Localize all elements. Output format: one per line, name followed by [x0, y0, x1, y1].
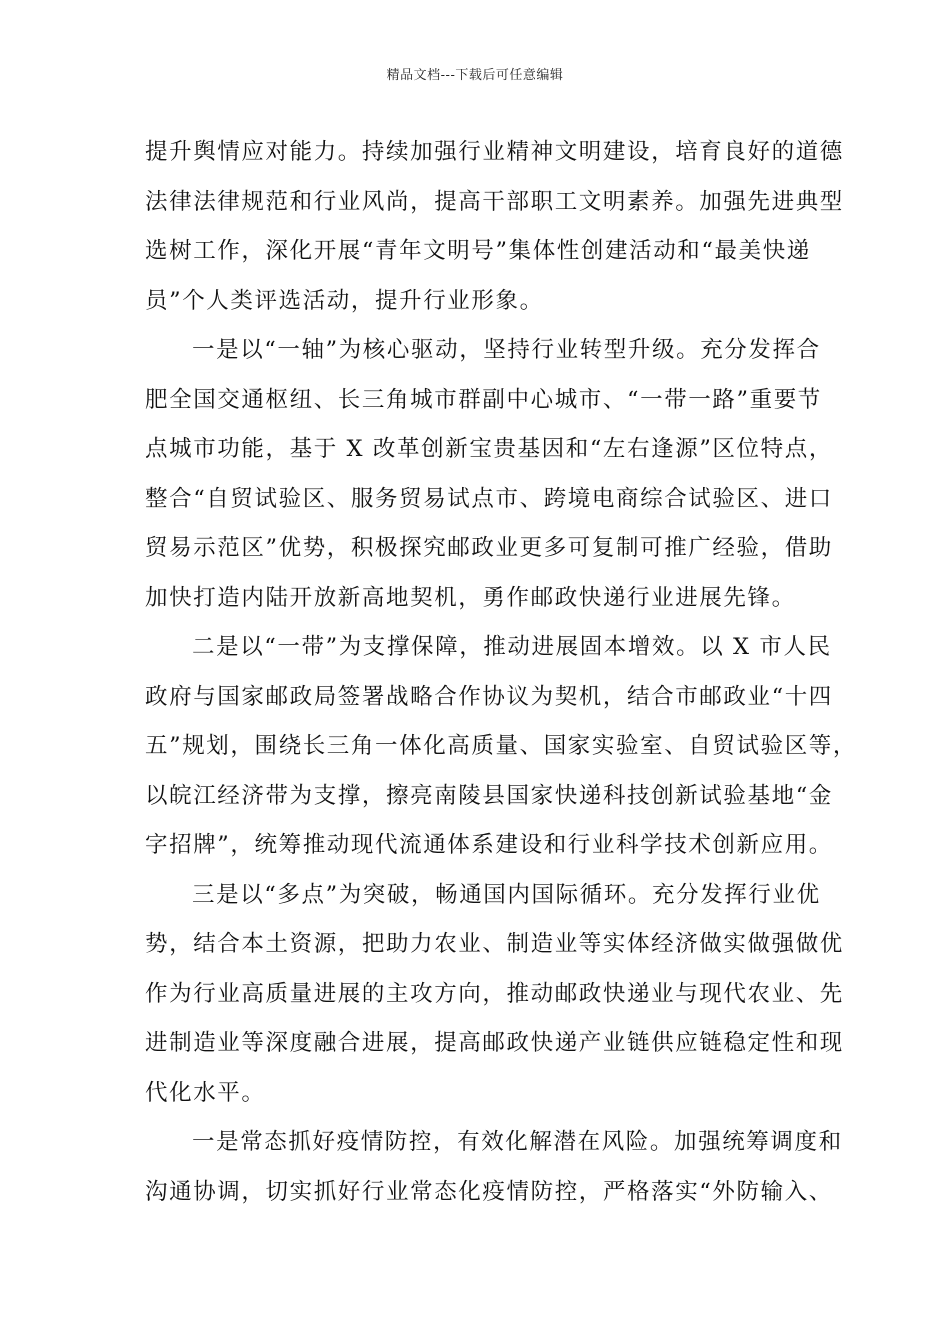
text-line: 二是以“一带”为支撑保障，推动进展固本增效。以 X 市人民: [192, 634, 832, 660]
text-line: 员”个人类评选活动，提升行业形象。: [145, 287, 544, 314]
text-line: 以皖江经济带为支撑，擦亮南陵县国家快递科技创新试验基地“金: [145, 782, 833, 809]
text-line: 整合“自贸试验区、服务贸易试点市、跨境电商综合试验区、进口: [145, 485, 833, 512]
text-line: 政府与国家邮政局签署战略合作协议为契机，结合市邮政业“十四: [145, 683, 833, 710]
text-line: 肥全国交通枢纽、长三角城市群副中心城市、“一带一路”重要节: [145, 386, 822, 413]
text-line: 提升舆情应对能力。持续加强行业精神文明建设，培育良好的道德: [145, 139, 844, 165]
text-line: 点城市功能，基于 X 改革创新宝贵基因和“左右逢源”区位特点，: [145, 436, 833, 462]
text-line: 作为行业高质量进展的主攻方向，推动邮政快递业与现代农业、先: [145, 980, 844, 1007]
text-line: 五”规划，围绕长三角一体化高质量、国家实验室、自贸试验区等，: [145, 733, 858, 759]
text-line: 加快打造内陆开放新高地契机，勇作邮政快递行业进展先锋。: [145, 584, 796, 611]
text-line: 沟通协调，切实抓好行业常态化疫情防控，严格落实“外防输入、: [145, 1178, 833, 1205]
text-line: 贸易示范区”优势，积极探究邮政业更多可复制可推广经验，借助: [145, 535, 833, 561]
text-line: 一是以“一轴”为核心驱动，坚持行业转型升级。充分发挥合: [192, 337, 821, 363]
text-line: 选树工作，深化开展“青年文明号”集体性创建活动和“最美快递: [145, 238, 811, 264]
text-line: 进制造业等深度融合进展，提高邮政快递产业链供应链稳定性和现: [145, 1030, 844, 1056]
text-line: 法律法律规范和行业风尚，提高干部职工文明素养。加强先进典型: [145, 188, 844, 215]
document-body: [145, 128, 858, 1217]
text-line: 三是以“多点”为突破，畅通国内国际循环。充分发挥行业优: [192, 881, 821, 908]
page-header: 精品文档---下载后可任意编辑: [386, 68, 564, 83]
text-line: 势，结合本土资源，把助力农业、制造业等实体经济做实做强做优: [145, 931, 844, 957]
text-line: 代化水平。: [145, 1079, 266, 1106]
text-line: 字招牌”，统筹推动现代流通体系建设和行业科学技术创新应用。: [145, 832, 833, 858]
text-line: 一是常态抓好疫情防控，有效化解潜在风险。加强统筹调度和: [192, 1129, 843, 1155]
